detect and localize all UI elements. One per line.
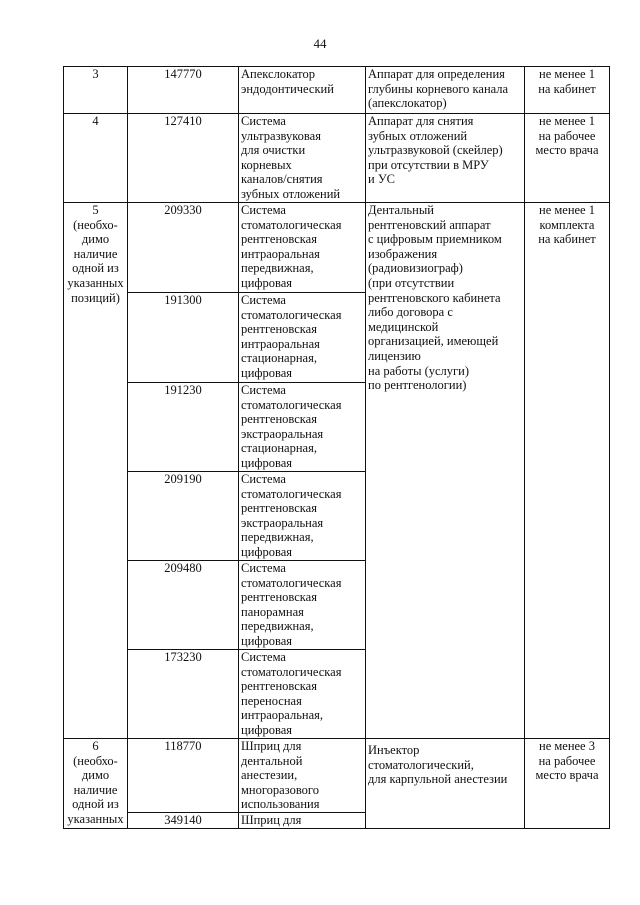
item-number-cell (64, 114, 128, 203)
device-name-line: интраоральная (241, 246, 320, 261)
device-name-line: рентгеновская (241, 322, 317, 337)
requirement-line: не менее 1 (539, 203, 595, 217)
device-name-line: стационарная, (241, 351, 317, 366)
device-code: 209480 (164, 561, 202, 575)
requirement-line: место врача (535, 143, 599, 158)
device-name-line: экстраоральная (241, 515, 324, 530)
device-name-line: передвижная, (241, 530, 314, 545)
item-number-line: 4 (92, 114, 99, 128)
item-number-cell (64, 203, 128, 739)
device-name-cell (239, 739, 366, 813)
requirement-line: на кабинет (538, 81, 596, 96)
device-name-line: интраоральная (241, 336, 320, 351)
table-row (64, 739, 610, 813)
description-cell (366, 739, 525, 829)
device-name-line: стоматологическая (241, 486, 342, 501)
description-line: медицинской (368, 319, 439, 334)
description-line: стоматологический, (368, 757, 474, 772)
device-name-line: Шприц для (241, 812, 302, 827)
item-number-line: 3 (92, 67, 99, 81)
device-name-cell (239, 650, 366, 739)
device-name-line: для очистки (241, 143, 306, 158)
description-line: (апекслокатор) (368, 96, 447, 111)
device-name-cell (239, 293, 366, 383)
description-line: рентгеновского кабинета (368, 290, 501, 305)
requirement-line: не менее 1 (539, 67, 595, 81)
description-line: зубных отложений (368, 128, 468, 143)
description-cell (366, 114, 525, 203)
description-line: с цифровым приемником (368, 232, 502, 247)
code-cell (128, 812, 239, 828)
device-name-cell (239, 114, 366, 203)
requirement-cell (525, 67, 610, 114)
device-code: 191230 (164, 383, 202, 397)
description-line: по рентгенологии) (368, 378, 467, 393)
item-number-line: наличие (73, 246, 118, 261)
device-name-line: использования (241, 797, 320, 812)
requirement-line: на рабочее (538, 128, 596, 143)
code-cell (128, 739, 239, 813)
device-name-cell (239, 812, 366, 828)
device-name-line: эндодонтический (241, 81, 334, 96)
code-cell (128, 114, 239, 203)
device-name-line: рентгеновская (241, 412, 317, 427)
item-number-line: 6 (92, 739, 99, 753)
requirement-cell (525, 114, 610, 203)
code-cell (128, 383, 239, 472)
description-line: лицензию (368, 348, 421, 363)
device-code: 209190 (164, 472, 202, 486)
device-name-cell (239, 383, 366, 472)
item-number-line: одной из (72, 797, 119, 812)
device-name-line: Шприц для (241, 739, 302, 753)
device-name-line: многоразового (241, 782, 319, 797)
device-name-line: панорамная (241, 604, 304, 619)
device-name-line: Система (241, 293, 286, 307)
description-line: (радиовизиограф) (368, 261, 463, 276)
description-line: глубины корневого канала (368, 81, 509, 96)
description-line: Инъектор (368, 743, 420, 757)
device-name-line: рентгеновская (241, 232, 317, 247)
device-name-line: Система (241, 472, 286, 486)
requirement-line: не менее 3 (539, 739, 595, 753)
table-row (64, 67, 610, 114)
description-line: ультразвуковой (скейлер) (368, 143, 503, 158)
device-name-line: стационарная, (241, 441, 317, 456)
item-number-line: одной из (72, 261, 119, 276)
page-number: 44 (313, 36, 327, 51)
item-number-line: димо (81, 768, 110, 783)
item-number-line: (необхо- (73, 753, 118, 768)
device-name-line: Система (241, 561, 286, 575)
device-code: 147770 (164, 67, 202, 81)
description-line: организацией, имеющей (368, 334, 499, 349)
device-code: 209330 (164, 203, 202, 217)
item-number-line: 5 (92, 203, 99, 217)
item-number-line: указанных (67, 275, 124, 290)
device-name-line: стоматологическая (241, 397, 342, 412)
device-name-line: стоматологическая (241, 307, 342, 322)
description-line: изображения (368, 246, 438, 261)
device-code: 173230 (164, 650, 202, 664)
description-line: Аппарат для определения (368, 67, 505, 81)
requirement-line: не менее 1 (539, 114, 595, 128)
item-number-line: позиций) (71, 290, 120, 305)
device-name-line: стоматологическая (241, 575, 342, 590)
item-number-line: наличие (73, 782, 118, 797)
device-code: 191300 (164, 293, 202, 307)
device-name-line: рентгеновская (241, 590, 317, 605)
device-code: 349140 (164, 812, 202, 827)
device-name-line: передвижная, (241, 261, 314, 276)
device-name-cell (239, 472, 366, 561)
description-line: либо договора с (368, 305, 453, 320)
device-name-cell (239, 203, 366, 293)
device-name-line: цифровая (241, 633, 293, 648)
device-name-line: Система (241, 383, 286, 397)
code-cell (128, 650, 239, 739)
device-name-line: цифровая (241, 275, 293, 290)
description-line: (при отсутствии (368, 275, 455, 290)
description-line: при отсутствии в МРУ (368, 157, 489, 172)
device-name-cell (239, 67, 366, 114)
device-code: 127410 (164, 114, 202, 128)
device-name-line: интраоральная, (241, 708, 324, 723)
device-name-line: рентгеновская (241, 679, 317, 694)
requirement-line: комплекта (539, 217, 595, 232)
code-cell (128, 472, 239, 561)
table-row (64, 203, 610, 293)
device-name-line: Система (241, 203, 286, 217)
device-name-line: рентгеновская (241, 501, 317, 516)
description-line: рентгеновский аппарат (368, 217, 491, 232)
requirement-cell (525, 739, 610, 829)
description-cell (366, 203, 525, 739)
device-name-line: передвижная, (241, 619, 314, 634)
device-name-line: корневых (241, 157, 292, 172)
description-line: и УС (368, 172, 396, 187)
device-name-line: анестезии, (241, 768, 298, 783)
device-name-line: стоматологическая (241, 217, 342, 232)
item-number-cell (64, 67, 128, 114)
code-cell (128, 561, 239, 650)
code-cell (128, 67, 239, 114)
description-line: на работы (услуги) (368, 363, 470, 378)
device-name-line: ультразвуковая (241, 128, 321, 143)
device-name-line: Апекслокатор (241, 67, 315, 81)
table-row (64, 114, 610, 203)
item-number-line: димо (81, 232, 110, 247)
device-name-line: экстраоральная (241, 426, 324, 441)
description-line: для карпульной анестезии (368, 772, 508, 787)
requirement-line: на рабочее (538, 753, 596, 768)
requirement-line: на кабинет (538, 232, 596, 247)
item-number-line: указанных (67, 811, 124, 826)
device-name-line: зубных отложений (241, 186, 341, 201)
description-line: Дентальный (368, 203, 434, 217)
device-name-cell (239, 561, 366, 650)
equipment-table (63, 66, 610, 829)
device-name-line: Система (241, 114, 286, 128)
device-name-line: цифровая (241, 722, 293, 737)
requirement-cell (525, 203, 610, 739)
item-number-cell (64, 739, 128, 829)
device-name-line: дентальной (241, 753, 303, 768)
device-name-line: переносная (241, 693, 302, 708)
device-name-line: каналов/снятия (241, 172, 323, 187)
device-name-line: цифровая (241, 365, 293, 380)
device-name-line: Система (241, 650, 286, 664)
code-cell (128, 293, 239, 383)
device-name-line: цифровая (241, 455, 293, 470)
item-number-line: (необхо- (73, 217, 118, 232)
description-line: Аппарат для снятия (368, 114, 474, 128)
code-cell (128, 203, 239, 293)
device-code: 118770 (164, 739, 202, 753)
requirement-line: место врача (535, 768, 599, 783)
device-name-line: стоматологическая (241, 664, 342, 679)
device-name-line: цифровая (241, 544, 293, 559)
description-cell (366, 67, 525, 114)
